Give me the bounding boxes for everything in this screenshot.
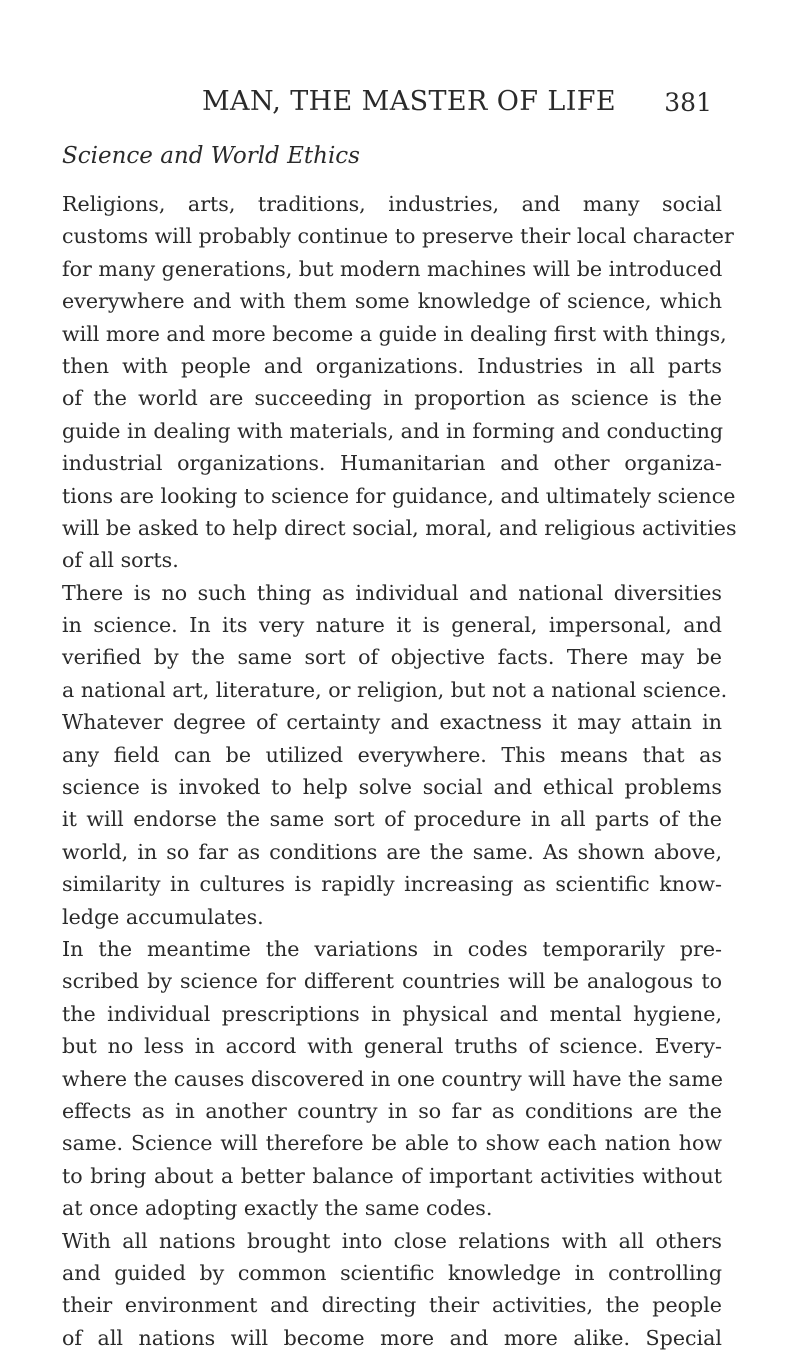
body-text [62,188,737,1354]
text-line: of all nations will become more and more alike. Special [62,1325,722,1350]
text-line: In the meantime the variations in codes temporarily pre- [62,936,722,961]
text-line: a national art, literature, or religion, but not a national science. [62,677,728,702]
text-line: in science. In its very nature it is general, impersonal, and [62,613,722,638]
text-line: scribed by science for different countries will be analogous to [62,969,722,994]
text-line: will more and more become a guide in dealing first with things, [62,321,727,346]
running-head [62,86,712,126]
text-line: their environment and directing their activities, the people [62,1293,722,1318]
text-line: ledge accumulates. [62,904,264,929]
text-line: to bring about a better balance of important activities without [62,1163,722,1188]
text-line: of the world are succeeding in proportion as science is the [62,386,722,411]
text-line: industrial organizations. Humanitarian and other organiza- [62,451,722,476]
text-line: tions are looking to science for guidance, and ultimately science [62,483,736,508]
section-heading: Science and World Ethics [62,143,360,169]
text-line: for many generations, but modern machines will be introduced [62,256,723,281]
text-line: where the causes discovered in one country will have the same [62,1066,723,1091]
page-number: 381 [664,88,712,117]
text-line: world, in so far as conditions are the same. As shown above, [62,839,722,864]
text-line: then with people and organizations. Industries in all parts [62,353,722,378]
text-line: verified by the same sort of objective facts. There may be [62,645,722,670]
text-line: There is no such thing as individual and national diversities [62,580,722,605]
text-line: everywhere and with them some knowledge of science, which [62,289,722,314]
text-line: same. Science will therefore be able to show each nation how [62,1131,722,1156]
text-line: effects as in another country in so far as conditions are the [62,1098,722,1123]
text-line: will be asked to help direct social, moral, and religious activities [62,515,737,540]
text-line: similarity in cultures is rapidly increasing as scientific know- [62,872,722,897]
text-line: of all sorts. [62,548,179,573]
text-line: it will endorse the same sort of procedure in all parts of the [62,807,722,832]
text-line: the individual prescriptions in physical and mental hygiene, [62,1001,722,1026]
text-line: guide in dealing with materials, and in forming and conducting [62,418,724,443]
text-line: any field can be utilized everywhere. This means that as [62,742,722,767]
text-line: but no less in accord with general truths of science. Every- [62,1034,722,1059]
running-title: MAN, THE MASTER OF LIFE [202,86,617,117]
text-line: Whatever degree of certainty and exactness it may attain in [62,710,722,735]
text-line: science is invoked to help solve social and ethical problems [62,775,722,800]
text-line: With all nations brought into close relations with all others [62,1228,722,1253]
text-line: at once adopting exactly the same codes. [62,1196,493,1221]
text-line: and guided by common scientific knowledge in controlling [62,1260,722,1285]
text-line: customs will probably continue to preserve their local character [62,224,734,249]
text-line: Religions, arts, traditions, industries, and many social [62,192,722,216]
